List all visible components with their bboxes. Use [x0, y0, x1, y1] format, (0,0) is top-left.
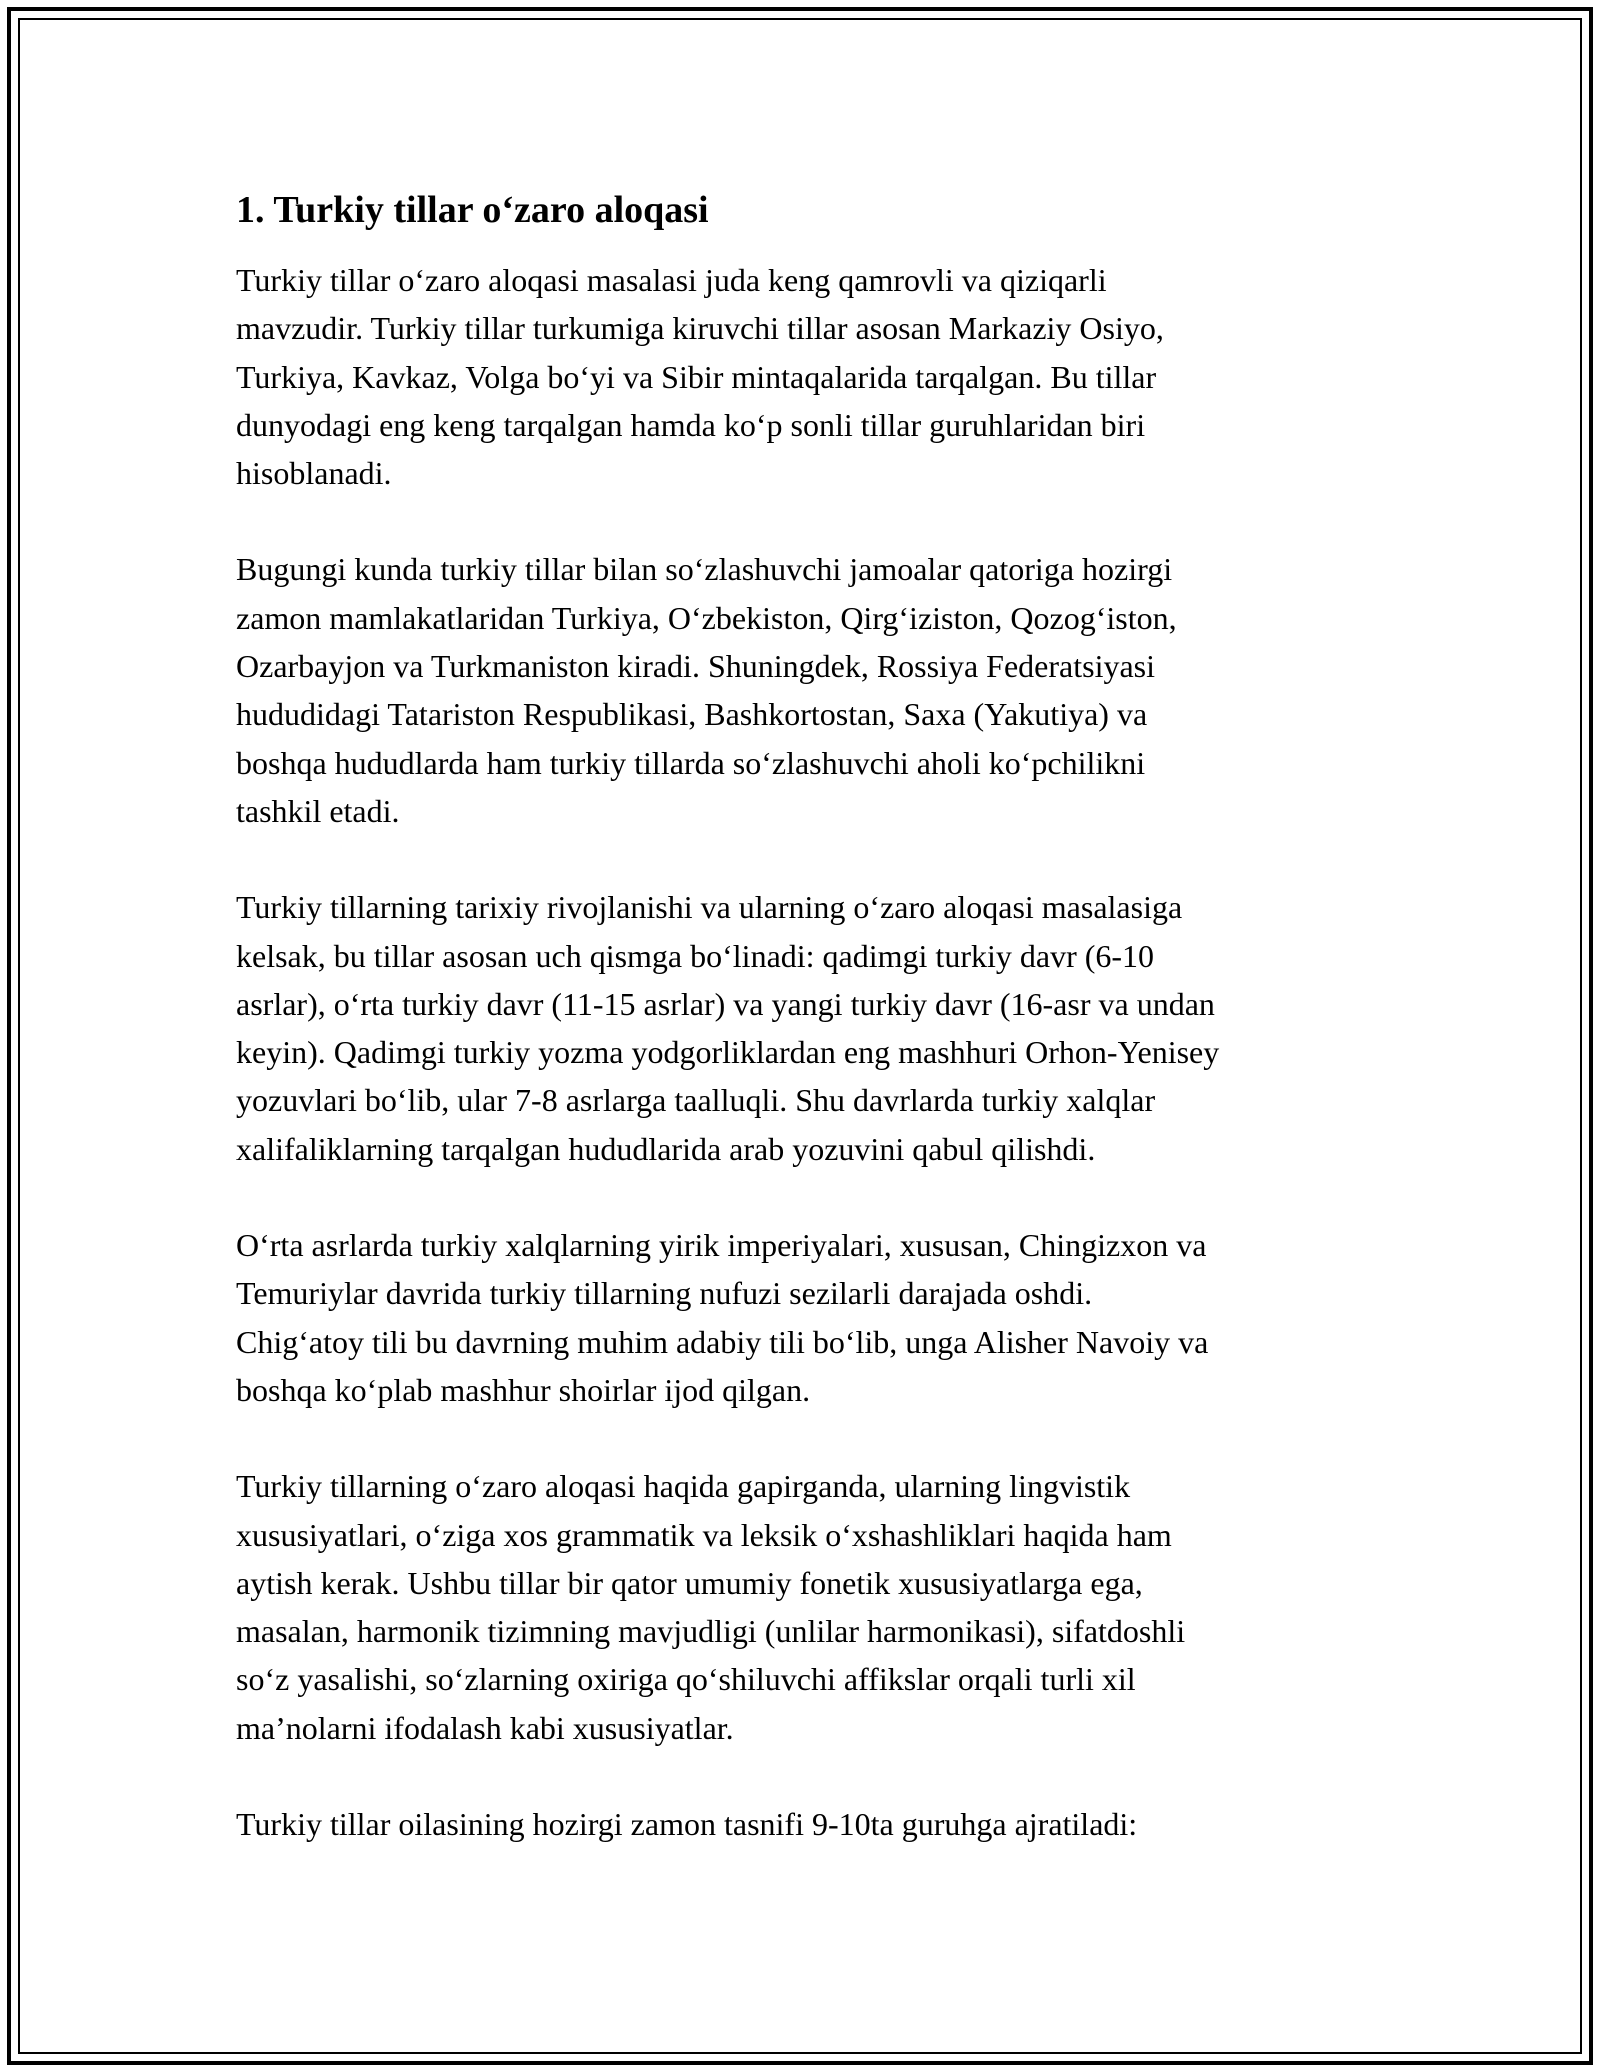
- paragraph-history: Turkiy tillarning tarixiy rivojlanishi va ularning o‘zaro aloqasi masalasiga kelsak, bu tillar asosan uch qismga bo‘linadi: qadimgi turkiy davr (6-10 asrlar), o‘rta turkiy davr (11-15 asrlar) va yangi turkiy davr (16-asr va undan keyin). Qadimgi turkiy yozma yodgorliklardan eng mashhuri Orhon-Yenisey yozuvlari bo‘lib, ular 7-8 asrlarga taalluqli. Shu davrlarda turkiy xalqlar xalifaliklarning tarqalgan hududlarida arab yozuvini qabul qilishdi.: [236, 889, 1220, 1167]
- paragraph-linguistics: Turkiy tillarning o‘zaro aloqasi haqida gapirganda, ularning lingvistik xususiyatlari, o‘ziga xos grammatik va leksik o‘xshashliklari haqida ham aytish kerak. Ushbu tillar bir qator umumiy fonetik xususiyatlarga ega, masalan, harmonik tizimning mavjudligi (unlilar harmonikasi), sifatdoshli so‘z yasalishi, so‘zlarning oxiriga qo‘shiluvchi affikslar orqali turli xil ma’nolarni ifodalash kabi xususiyatlar.: [236, 1468, 1186, 1746]
- document-body: [236, 186, 1386, 1896]
- paragraph-middle-ages: O‘rta asrlarda turkiy xalqlarning yirik imperiyalari, xususan, Chingizxon va Temuriylar davrida turkiy tillarning nufuzi sezilarli darajada oshdi. Chig‘atoy tili bu davrning muhim adabiy tili bo‘lib, unga Alisher Navoiy va boshqa ko‘plab mashhur shoirlar ijod qilgan.: [236, 1227, 1209, 1408]
- paragraph-intro: Turkiy tillar o‘zaro aloqasi masalasi juda keng qamrovli va qiziqarli mavzudir. Turkiy tillar turkumiga kiruvchi tillar asosan Markaziy Osiyo, Turkiya, Kavkaz, Volga bo‘yi va Sibir mintaqalarida tarqalgan. Bu tillar dunyodagi eng keng tarqalgan hamda ko‘p sonli tillar guruhlaridan biri hisoblanadi.: [236, 262, 1164, 492]
- paragraph-classification: Turkiy tillar oilasining hozirgi zamon tasnifi 9-10ta guruhga ajratiladi:: [236, 1806, 1138, 1843]
- section-title: 1. Turkiy tillar o‘zaro aloqasi: [236, 189, 709, 231]
- paragraph-countries: Bugungi kunda turkiy tillar bilan so‘zlashuvchi jamoalar qatoriga hozirgi zamon mamlakatlaridan Turkiya, O‘zbekiston, Qirg‘iziston, Qozog‘iston, Ozarbayjon va Turkmaniston kiradi. Shuningdek, Rossiya Federatsiyasi hududidagi Tatariston Respublikasi, Bashkortostan, Saxa (Yakutiya) va boshqa hududlarda ham turkiy tillarda so‘zlashuvchi aholi ko‘pchilikni tashkil etadi.: [236, 551, 1177, 829]
